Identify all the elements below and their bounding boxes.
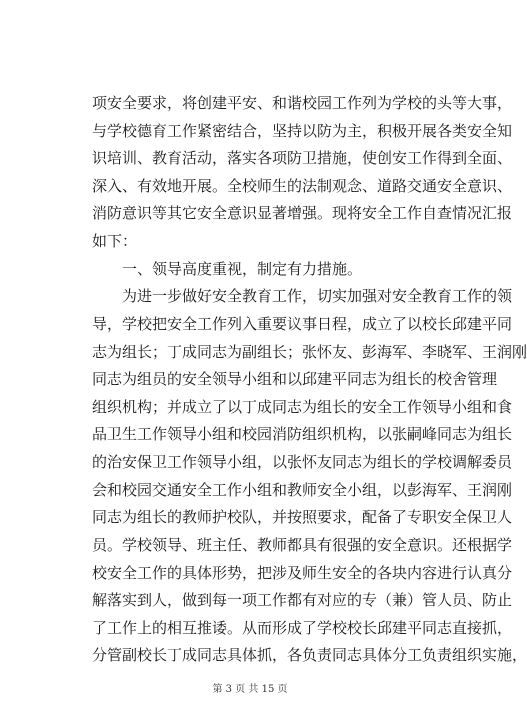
- text-line: 识培训、教育活动，落实各项防卫措施，使创安工作得到全面、: [92, 149, 513, 168]
- text-line: 分管副校长丁成同志具体抓，各负责同志具体分工负责组织实施，: [92, 646, 527, 665]
- text-line: 深入、有效地开展。全校师生的法制观念、道路交通安全意识、: [92, 176, 513, 195]
- text-line: 如下：: [92, 232, 138, 251]
- section-heading: 一、领导高度重视，制定有力措施。: [122, 259, 363, 278]
- text-line: 导，学校把安全工作列入重要议事日程，成立了以校长邱建平同: [92, 314, 513, 333]
- text-line: 的治安保卫工作领导小组，以张怀友同志为组长的学校调解委员: [92, 453, 513, 472]
- text-line: 品卫生工作领导小组和校园消防组织机构，以张嗣峰同志为组长: [92, 425, 513, 444]
- page-number-footer: 第 3 页 共 15 页: [212, 684, 288, 695]
- text-line: 解落实到人，做到每一项工作都有对应的专（兼）管人员、防止: [92, 591, 513, 610]
- text-line: 志为组长；丁成同志为副组长；张怀友、彭海军、李晓军、王润刚: [92, 342, 527, 361]
- text-line: 同志为组长的教师护校队，并按照要求，配备了专职安全保卫人: [92, 508, 513, 527]
- text-line: 为进一步做好安全教育工作，切实加强对安全教育工作的领: [122, 287, 513, 306]
- text-line: 消防意识等其它安全意识显著增强。现将安全工作自查情况汇报: [92, 204, 513, 223]
- text-line: 组织机构；并成立了以丁成同志为组长的安全工作领导小组和食: [92, 397, 513, 416]
- text-line: 员。学校领导、班主任、教师都具有很强的安全意识。还根据学: [92, 535, 513, 554]
- text-line: 同志为组员的安全领导小组和以邱建平同志为组长的校舍管理: [92, 370, 498, 389]
- text-line: 校安全工作的具体形势，把涉及师生安全的各块内容进行认真分: [92, 563, 513, 582]
- text-line: 项安全要求，将创建平安、和谐校园工作列为学校的头等大事，: [92, 94, 513, 112]
- text-line: 了工作上的相互推诿。从而形成了学校校长邱建平同志直接抓，: [92, 618, 513, 637]
- text-line: 会和校园交通安全工作小组和教师安全小组，以彭海军、王润刚: [92, 480, 513, 499]
- text-line: 与学校德育工作紧密结合，坚持以防为主，积极开展各类安全知: [92, 121, 513, 140]
